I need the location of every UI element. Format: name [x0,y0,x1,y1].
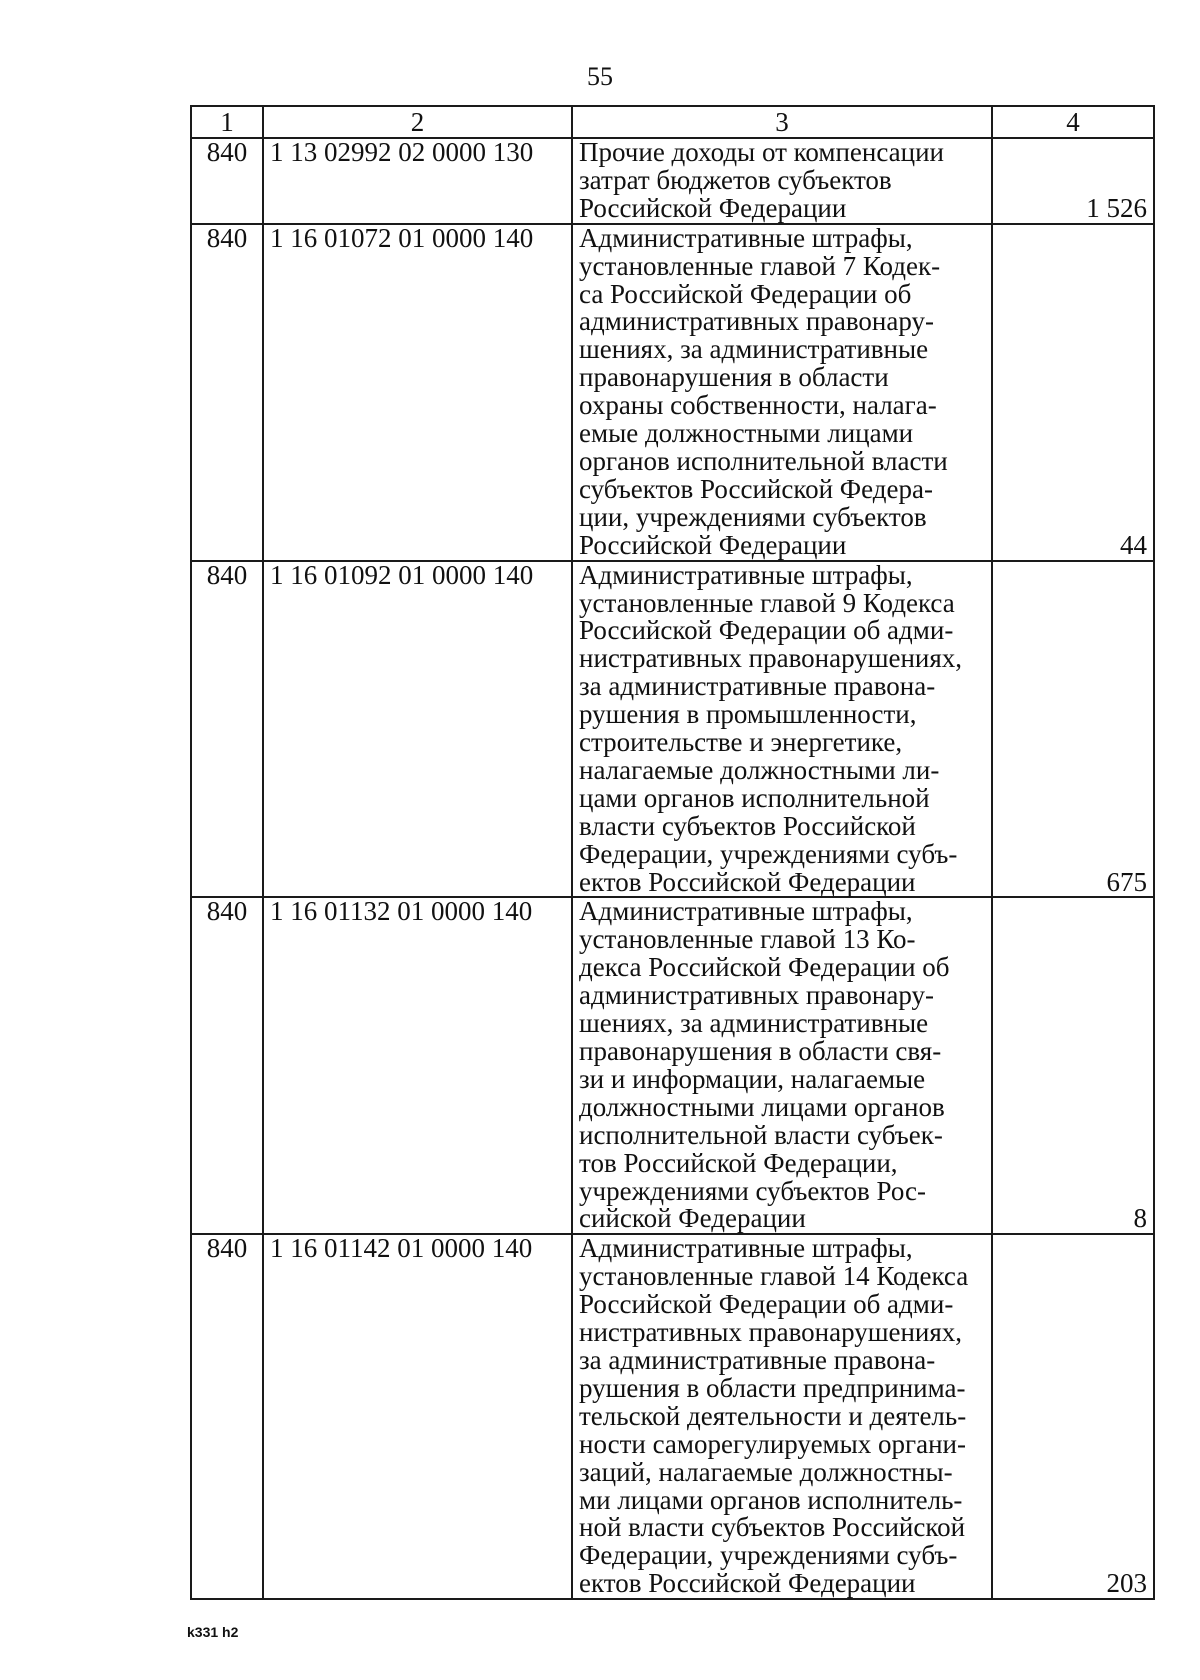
admin-code-cell: 840 [191,561,263,898]
admin-code-cell: 840 [191,897,263,1234]
document-footer-code: k331 h2 [187,1624,239,1640]
revenue-code-cell: 1 13 02992 02 0000 130 [263,138,572,224]
revenue-name-line: установленные главой 7 Кодек- [579,250,941,281]
header-col-1: 1 [191,106,263,138]
revenue-code-cell: 1 16 01132 01 0000 140 [263,897,572,1234]
revenue-code-cell: 1 16 01092 01 0000 140 [263,561,572,898]
table-row [191,224,1154,561]
revenue-code-cell: 1 16 01142 01 0000 140 [263,1234,572,1599]
revenue-name-line: налагаемые должностными ли- [579,754,940,785]
revenue-name-line: Административные штрафы, [579,559,913,590]
revenue-table [190,105,1155,1600]
table-body [191,138,1154,1599]
revenue-name-line: исполнительной власти субъек- [579,1119,943,1150]
revenue-name-line: ми лицами органов исполнитель- [579,1484,963,1515]
revenue-name-line: установленные главой 14 Кодекса [579,1261,969,1292]
admin-code-cell: 840 [191,224,263,561]
revenue-name-line: Российской Федерации [579,529,847,560]
revenue-name-line: рушения в промышленности, [579,699,917,730]
revenue-name-line: ности саморегулируемых органи- [579,1428,966,1459]
header-col-2: 2 [263,106,572,138]
revenue-name-line: Российской Федерации об адми- [579,615,954,646]
table-header-row [191,106,1154,138]
revenue-name-line: тов Российской Федерации, [579,1147,898,1178]
revenue-name-cell [572,224,992,561]
amount-cell: 203 [992,1234,1154,1599]
revenue-name-line: органов исполнительной власти [579,445,948,476]
table-row [191,561,1154,898]
revenue-name-line: шениях, за административные [579,1008,929,1039]
amount-cell: 44 [992,224,1154,561]
table-row [191,1234,1154,1599]
revenue-name-line: субъектов Российской Федера- [579,473,933,504]
amount-cell: 8 [992,897,1154,1234]
revenue-name-cell [572,1234,992,1599]
revenue-name-line: шениях, за административные [579,334,929,365]
revenue-name-line: ции, учреждениями субъектов [579,501,927,532]
revenue-name-line: учреждениями субъектов Рос- [579,1175,927,1206]
admin-code-cell: 840 [191,1234,263,1599]
table-row [191,897,1154,1234]
revenue-name-line: сийской Федерации [579,1203,806,1234]
revenue-name-cell [572,561,992,898]
revenue-name-line: Федерации, учреждениями субъ- [579,1540,958,1571]
revenue-name-line: строительстве и энергетике, [579,727,903,758]
revenue-name-line: цами органов исполнительной [579,782,930,813]
revenue-name-line: Федерации, учреждениями субъ- [579,838,958,869]
revenue-name-line: ной власти субъектов Российской [579,1512,966,1543]
revenue-name-line: власти субъектов Российской [579,810,916,841]
revenue-name-line: декса Российской Федерации об [579,952,950,983]
revenue-name-line: рушения в области предпринима- [579,1372,966,1403]
revenue-name-line: нистративных правонарушениях, [579,643,963,674]
revenue-name-line: зи и информации, налагаемые [579,1063,926,1094]
revenue-name-line: заций, налагаемые должностны- [579,1456,953,1487]
revenue-name-line: Административные штрафы, [579,1233,913,1264]
revenue-name-line: административных правонару- [579,980,934,1011]
revenue-name-line: Российской Федерации об адми- [579,1289,954,1320]
revenue-name-line: охраны собственности, налага- [579,390,937,421]
revenue-name-line: Административные штрафы, [579,222,913,253]
revenue-name-line: Административные штрафы, [579,896,913,927]
revenue-code-cell: 1 16 01072 01 0000 140 [263,224,572,561]
revenue-name-line: правонарушения в области [579,362,889,393]
page-number: 55 [587,62,613,91]
table-row [191,138,1154,224]
revenue-name-line: установленные главой 13 Ко- [579,924,916,955]
revenue-name-line: за административные правона- [579,671,936,702]
amount-cell: 1 526 [992,138,1154,224]
revenue-name-line: затрат бюджетов субъектов [579,164,892,195]
revenue-name-line: за административные правона- [579,1344,936,1375]
header-col-4: 4 [992,106,1154,138]
revenue-name-line: установленные главой 9 Кодекса [579,587,955,618]
revenue-name-line: Российской Федерации [579,192,847,223]
revenue-name-line: Прочие доходы от компенсации [579,137,944,167]
amount-cell: 675 [992,561,1154,898]
revenue-name-line: правонарушения в области свя- [579,1036,942,1066]
header-col-3: 3 [572,106,992,138]
admin-code-cell: 840 [191,138,263,224]
revenue-name-line: ектов Российской Федерации [579,1568,916,1599]
revenue-name-cell [572,897,992,1234]
revenue-name-line: должностными лицами органов [579,1091,945,1122]
revenue-name-line: ектов Российской Федерации [579,866,916,897]
revenue-name-line: са Российской Федерации об [579,278,912,309]
revenue-name-line: нистративных правонарушениях, [579,1317,963,1348]
revenue-name-cell [572,138,992,224]
revenue-name-line: емые должностными лицами [579,418,914,449]
revenue-name-line: административных правонару- [579,306,934,337]
revenue-name-line: тельской деятельности и деятель- [579,1400,967,1431]
